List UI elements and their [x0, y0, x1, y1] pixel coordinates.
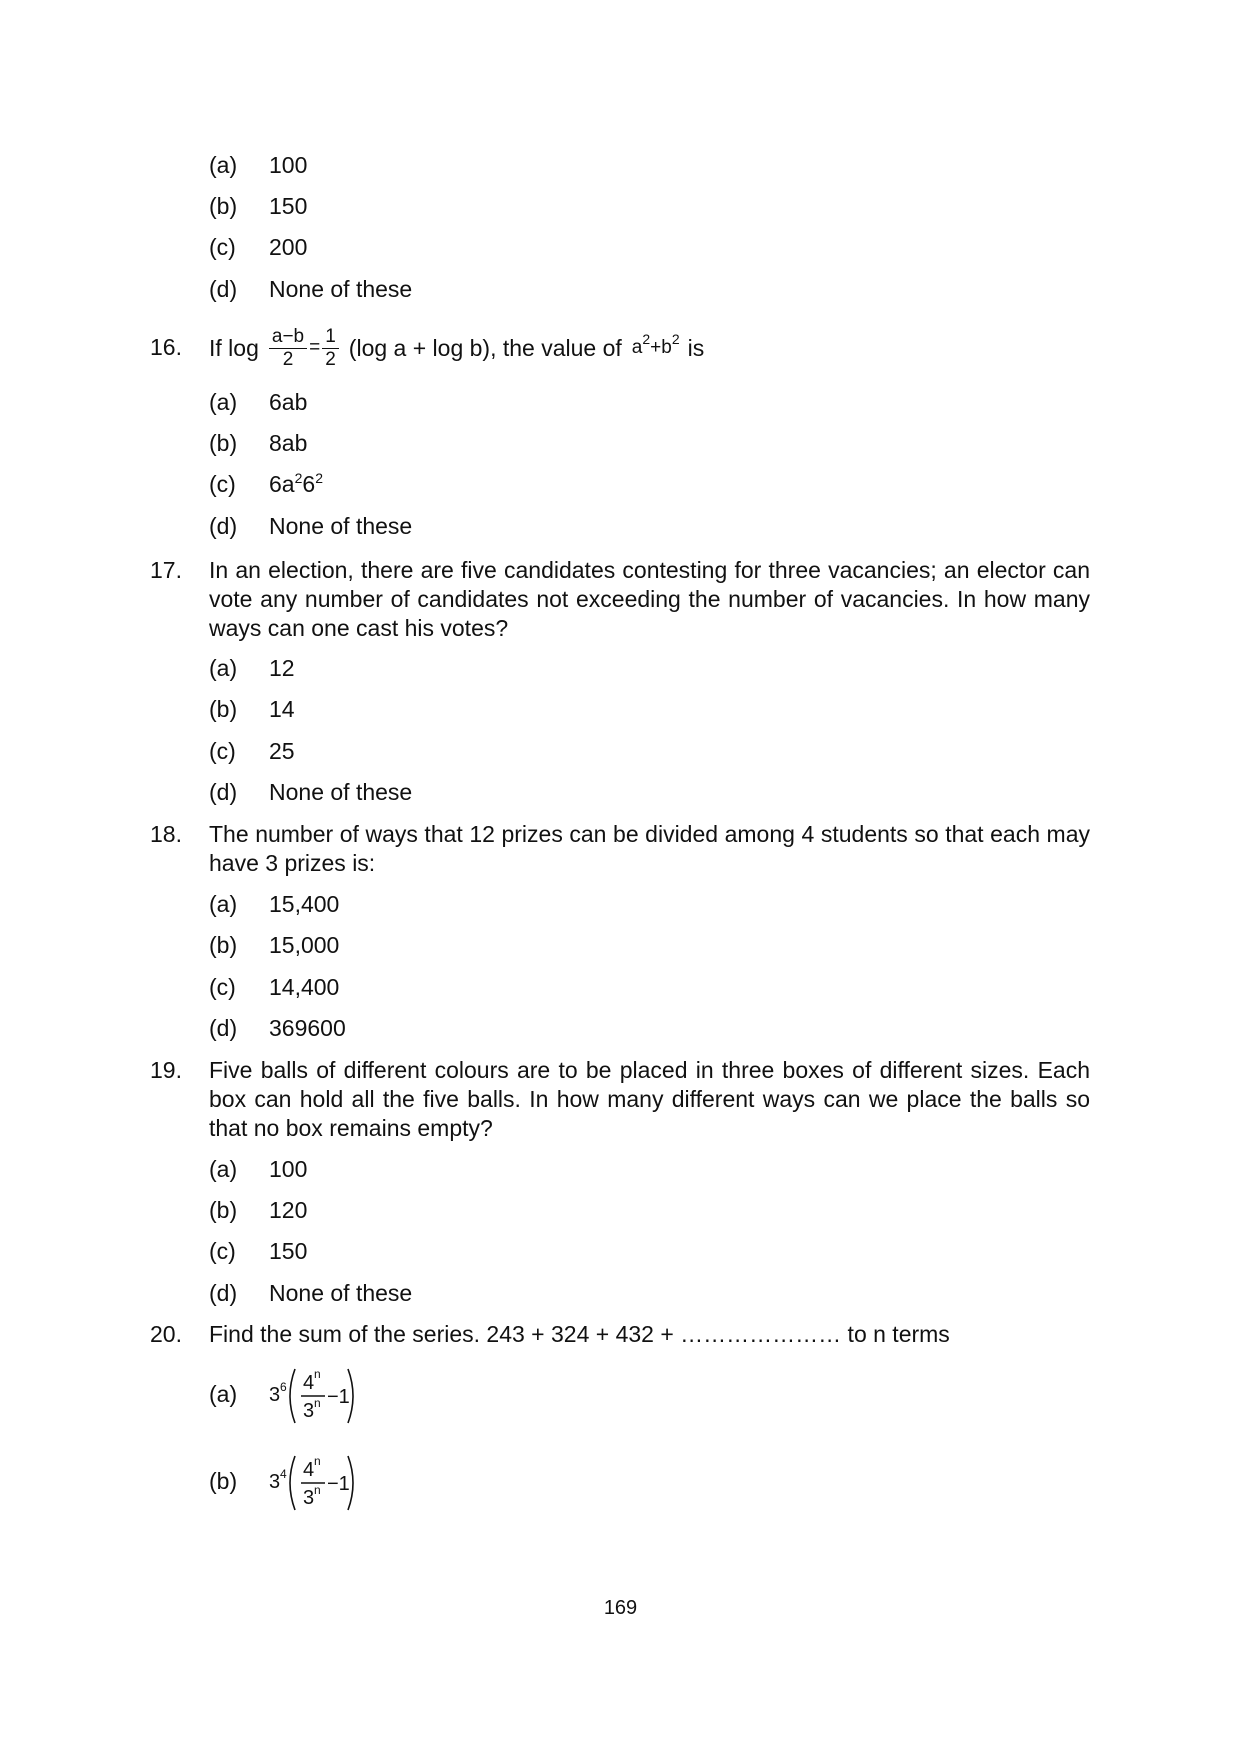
option-value: 14	[269, 696, 295, 722]
formula-base-exp: 4	[280, 1467, 287, 1481]
expr-plus-b: +b	[650, 337, 672, 358]
value-base: 6a	[269, 471, 295, 497]
question-17	[150, 556, 1090, 646]
fraction-numerator: a−b	[269, 326, 307, 349]
option-value: 8ab	[269, 430, 308, 456]
option-label: (a)	[209, 1381, 238, 1407]
left-paren	[290, 1456, 295, 1510]
option-value: 100	[269, 1156, 308, 1182]
option-label: (d)	[209, 779, 238, 805]
question-number: 19.	[150, 1057, 182, 1083]
question-text: Five balls of different colours are to be placed in three boxes of different sizes. Each box can hold all the five balls. In how many different ways can we place the balls so that no box remains empty?	[209, 1057, 1090, 1141]
formula-num-base: 4	[303, 1372, 315, 1394]
option-value: 100	[269, 152, 308, 178]
fraction-denominator: 2	[325, 348, 336, 370]
formula-base-exp: 6	[280, 1380, 287, 1394]
q16-expression	[631, 331, 680, 359]
option-value: 12	[269, 655, 295, 681]
page-number: 169	[603, 1597, 638, 1619]
expr-exp: 2	[671, 331, 680, 347]
value-exp: 2	[294, 470, 303, 486]
value-exp: 2	[315, 470, 323, 486]
option-value: 15,400	[269, 891, 340, 917]
option-value: 369600	[269, 1015, 346, 1041]
option-value: None of these	[269, 276, 413, 302]
option-value: 15,000	[269, 932, 340, 958]
left-paren	[290, 1369, 295, 1423]
option-label: (c)	[209, 1238, 236, 1264]
option-label: (c)	[209, 974, 236, 1000]
question-text: In an election, there are five candidates contesting for three vacancies; an elector can vote any number of candidates not exceeding the number of vacancies. In how many ways can one cast his votes?	[209, 557, 1090, 641]
option-label: (a)	[209, 891, 238, 917]
option-value: None of these	[269, 1280, 413, 1306]
question-number: 16.	[150, 334, 182, 360]
option-label: (d)	[209, 276, 238, 302]
option-value: None of these	[269, 513, 413, 539]
option-label: (a)	[209, 389, 238, 415]
formula-den-base: 3	[303, 1400, 315, 1422]
question-text	[209, 318, 704, 378]
formula-base: 3	[269, 1384, 281, 1406]
option-value: 120	[269, 1197, 308, 1223]
option-value: 25	[269, 738, 295, 764]
q16-equals: =	[309, 337, 321, 358]
question-number: 17.	[150, 557, 182, 583]
option-label: (b)	[209, 430, 238, 456]
option-value: 14,400	[269, 974, 340, 1000]
question-16	[150, 318, 1090, 378]
question-text: The number of ways that 12 prizes can be divided among 4 students so that each may have 3 prizes is:	[209, 821, 1090, 876]
option-label: (b)	[209, 193, 238, 219]
formula-minus-one: −1	[327, 1386, 350, 1408]
option-value: None of these	[269, 779, 413, 805]
fraction-denominator: 2	[282, 348, 294, 370]
formula-num-base: 4	[303, 1459, 315, 1481]
option-label: (c)	[209, 234, 236, 260]
q16-fraction-2	[322, 326, 339, 371]
question-19	[150, 1056, 1090, 1146]
value-mid: 6	[302, 471, 316, 497]
option-label: (d)	[209, 1015, 238, 1041]
option-label: (a)	[209, 152, 238, 178]
option-value: 200	[269, 234, 308, 260]
formula-num-exp: n	[314, 1367, 321, 1381]
q16-fraction-1	[269, 326, 307, 371]
formula-den-exp: n	[314, 1396, 321, 1410]
option-label: (b)	[209, 696, 238, 722]
option-label: (c)	[209, 471, 236, 497]
question-number: 18.	[150, 821, 182, 847]
option-value: 150	[269, 193, 308, 219]
option-value: 6ab	[269, 389, 308, 415]
fraction-numerator: 1	[322, 326, 339, 349]
option-label: (b)	[209, 932, 238, 958]
question-20	[150, 1320, 1090, 1350]
expr-a: a	[631, 337, 643, 358]
option-label: (a)	[209, 1156, 238, 1182]
q20-option-b-formula	[269, 1450, 379, 1516]
option-label: (b)	[209, 1468, 238, 1494]
expr-exp: 2	[642, 331, 651, 347]
formula-minus-one: −1	[327, 1473, 350, 1495]
option-value	[269, 469, 323, 502]
q16-mid: (log a + log b), the value of	[348, 334, 622, 361]
option-label: (d)	[209, 1280, 238, 1306]
formula-base: 3	[269, 1471, 281, 1493]
option-label: (d)	[209, 513, 238, 539]
option-label: (c)	[209, 738, 236, 764]
formula-num-exp: n	[314, 1454, 321, 1468]
question-text: Find the sum of the series. 243 + 324 + 432 + ………………… to n terms	[209, 1321, 950, 1347]
q16-prefix: If log	[209, 334, 259, 361]
formula-den-base: 3	[303, 1487, 315, 1509]
question-number: 20.	[150, 1321, 182, 1347]
q16-suffix: is	[687, 334, 705, 361]
question-18	[150, 820, 1090, 880]
option-value: 150	[269, 1238, 308, 1264]
q20-option-a-formula	[269, 1363, 379, 1429]
option-label: (b)	[209, 1197, 238, 1223]
formula-den-exp: n	[314, 1483, 321, 1497]
option-label: (a)	[209, 655, 238, 681]
